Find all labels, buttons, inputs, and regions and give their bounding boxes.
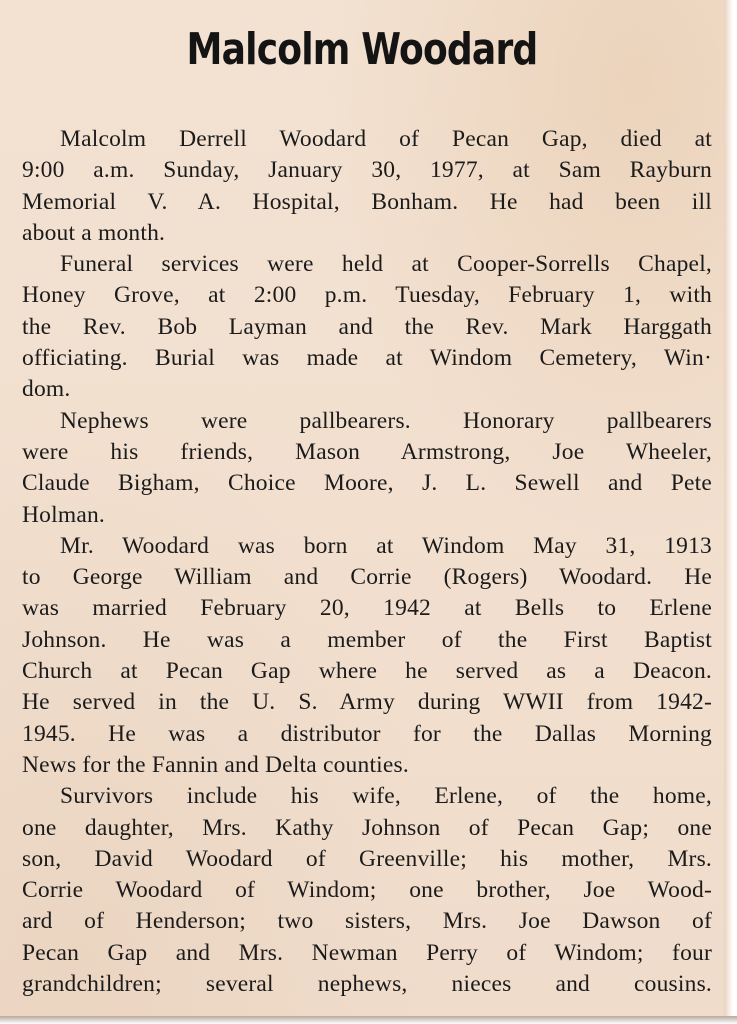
paragraph-2-line-1: Funeral services were held at Cooper-Sorrells Chapel,	[60, 251, 712, 278]
paragraph-4-line-6: He served in the U. S. Army during WWII from 1942-	[22, 689, 712, 716]
paragraph-5-line-7: grandchildren; several nephews, nieces and cousins.	[22, 971, 712, 998]
paragraph-4-line-1: Mr. Woodard was born at Windom May 31, 1913	[60, 532, 712, 559]
paragraph-4-line-7: 1945. He was a distributor for the Dallas Morning	[22, 720, 712, 747]
paragraph-3-line-2: were his friends, Mason Armstrong, Joe Wheeler,	[22, 438, 712, 465]
paragraph-3-line-4: Holman.	[22, 501, 105, 528]
paragraph-5-line-2: one daughter, Mrs. Kathy Johnson of Pecan Gap; one	[22, 814, 712, 841]
paragraph-1-line-2: 9:00 a.m. Sunday, January 30, 1977, at Sam Rayburn	[22, 157, 712, 184]
paragraph-3-line-3: Claude Bigham, Choice Moore, J. L. Sewell and Pete	[22, 470, 712, 497]
paragraph-3-line-1: Nephews were pallbearers. Honorary pallbearers	[60, 407, 712, 434]
paragraph-4-line-5: Church at Pecan Gap where he served as a Deacon.	[22, 658, 712, 685]
paragraph-4-line-4: Johnson. He was a member of the First Baptist	[22, 626, 712, 653]
paragraph-2-line-3: the Rev. Bob Layman and the Rev. Mark Harggath	[22, 313, 712, 340]
obituary-body	[22, 124, 712, 1000]
paragraph-2-line-2: Honey Grove, at 2:00 p.m. Tuesday, February 1, with	[22, 282, 712, 309]
paragraph-5-line-6: Pecan Gap and Mrs. Newman Perry of Windom; four	[22, 939, 712, 966]
paragraph-2-line-5: dom.	[22, 376, 71, 403]
paragraph-1-line-4: about a month.	[22, 219, 166, 246]
paragraph-4-line-8: News for the Fannin and Delta counties.	[22, 751, 409, 778]
clipping-bottom-edge	[0, 1016, 737, 1024]
paragraph-4-line-2: to George William and Corrie (Rogers) Woodard. He	[22, 564, 712, 591]
paragraph-5-line-1: Survivors include his wife, Erlene, of the home,	[60, 783, 712, 810]
paragraph-2-line-4: officiating. Burial was made at Windom Cemetery, Win·	[22, 345, 712, 372]
clipping-right-edge	[724, 0, 737, 1024]
obituary-headline: Malcolm Woodard	[186, 24, 538, 75]
paragraph-5-line-3: son, David Woodard of Greenville; his mother, Mrs.	[22, 845, 712, 872]
paragraph-1-line-3: Memorial V. A. Hospital, Bonham. He had been ill	[22, 188, 712, 215]
paragraph-4-line-3: was married February 20, 1942 at Bells to Erlene	[22, 595, 712, 622]
paragraph-1-line-1: Malcolm Derrell Woodard of Pecan Gap, died at	[60, 126, 712, 152]
paragraph-5-line-5: ard of Henderson; two sisters, Mrs. Joe Dawson of	[22, 908, 712, 935]
paragraph-5-line-4: Corrie Woodard of Windom; one brother, Joe Wood-	[22, 877, 712, 904]
